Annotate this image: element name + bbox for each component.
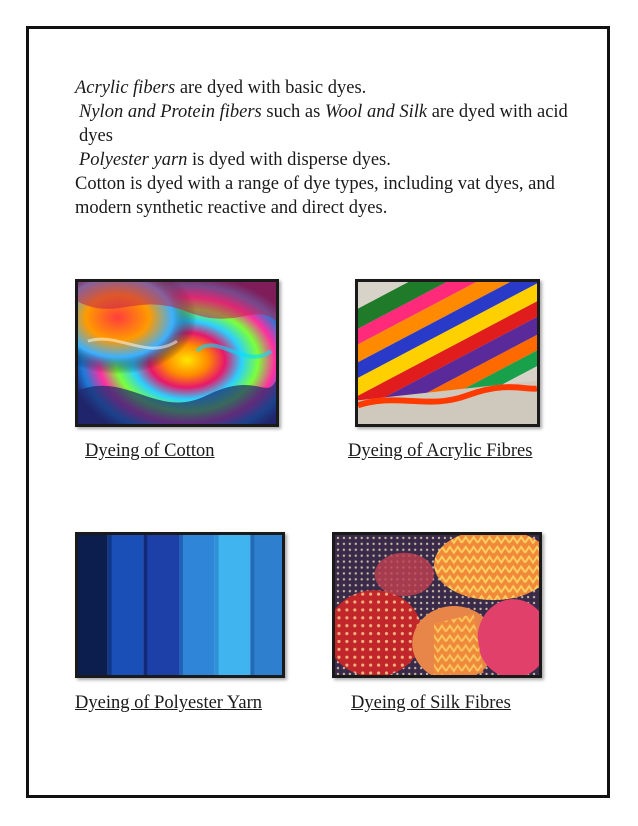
body-text: [75, 76, 575, 220]
paragraph-polyester: Polyester yarn is dyed with disperse dyes.: [79, 150, 391, 170]
tie-dye-fabric-photo: [75, 279, 279, 427]
paragraph-acrylic: Acrylic fibers are dyed with basic dyes.: [75, 78, 367, 98]
multicolor-yarn-photo: [355, 279, 540, 427]
blue-fabric-rolls-photo: [75, 532, 285, 678]
patterned-silk-photo: [332, 532, 542, 678]
caption-cotton: Dyeing of Cotton: [85, 441, 215, 461]
caption-acrylic: Dyeing of Acrylic Fibres: [348, 441, 533, 461]
paragraph-nylon: Nylon and Protein fibers such as Wool and Silk are dyed with acid dyes: [79, 102, 568, 146]
caption-polyester: Dyeing of Polyester Yarn: [75, 693, 263, 713]
caption-silk: Dyeing of Silk Fibres: [351, 693, 511, 713]
paragraph-cotton: Cotton is dyed with a range of dye types, including vat dyes, and modern synthetic reactive and direct dyes.: [75, 174, 555, 218]
